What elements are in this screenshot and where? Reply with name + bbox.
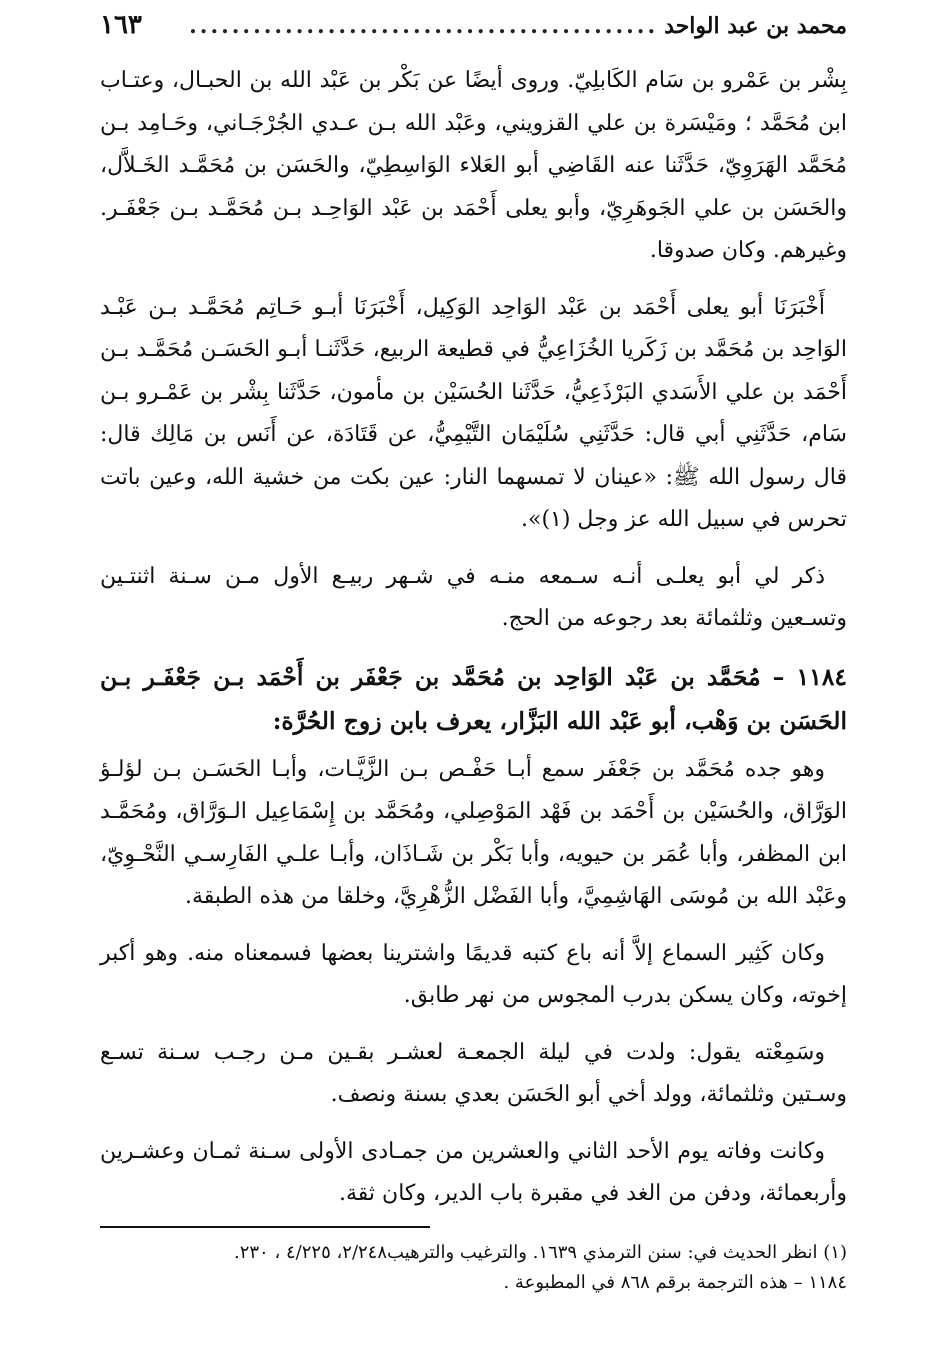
paragraph: أَخْبَرَنَا أبو يعلى أَحْمَد بن عَبْد الوَاحِد الوَكِيل، أَخْبَرَنَا أبـو حَـاتِم مُحَمَّـد بـن عَبْـد الوَاحِد بن مُحَمَّد بن زَكَريا الخُزَاعِيُّ في قطيعة الربيع، حَدَّثَنـا أبـو الحَسَـن مُحَمَّـد بـن أَحْمَد بن علي الأَسَدي البَرْذَعِيُّ، حَدَّثَنا الحُسَيْن بن مأمون، حَدَّثَنا بِشْر بن عَمْـرو بـن سَام، حَدَّثَنِي أبي قال: حَدَّثَنِي سُلَيْمَان التَّيْمِيُّ، عن قَتَادَة، عن أَنَس بن مَالِك قال: قال رسول الله ﷺ: «عينان لا تمسهما النار: عين بكت من خشية الله، وعين باتت تحرس في سبيل الله عز وجل (١)».: [100, 294, 847, 532]
footnote-divider: [100, 1226, 430, 1228]
footnote-divider-wrap: [100, 1226, 847, 1228]
paragraph: وهو جده مُحَمَّد بن جَعْفَر سمع أبـا حَفْـص بـن الزَّيَّـات، وأبـا الحَسَـن بـن لؤلـؤ الوَرَّاق، والحُسَيْن بن أَحْمَد بن فَهْد المَوْصِلي، ومُحَمَّد بن إِسْمَاعِيل الـوَرَّاق، ومُحَمَّـد ابن المظفر، وأبا عُمَر بن حيويه، وأبا بَكْر بن شَـاذَان، وأبـا علـي الفَارِسـي النَّحْـوِيّ، وعَبْد الله بن مُوسَى الهَاشِمِيَّ، وأبا الفَضْل الزُّهْرِيَّ، وخلقا من هذه الطبقة.: [100, 756, 847, 909]
footnote: ١١٨٤ – هذه الترجمة برقم ٨٦٨ في المطبوعة .: [503, 1272, 847, 1293]
paragraph: وكان كَثِير السماع إلاَّ أنه باع كتبه قديمًا واشترينا بعضها فسمعناه منه. وهو أكبر إخوته، وكان يسكن بدرب المجوس من نهر طابق.: [100, 940, 847, 1008]
running-title: محمد بن عبد الواحد: [664, 13, 847, 39]
paragraph: بِشْر بن عَمْرو بن سَام الكَابلِيّ. وروى أيضًا عن بَكْر بن عَبْد الله بن الحبـال، وعتـاب ابن مُحَمَّد ؛ ومَيْسَرة بن علي القزويني، وعَبْد الله بـن عـدي الجُرْجَـاني، وحَـامِد بـن مُحَمَّد الهَرَوِيّ، حَدَّثَنا عنه القَاضِي أبو العَلاء الوَاسِطِيّ، والحَسَن بن مُحَمَّـد الخَـلاَّل، والحَسَن بن علي الجَوهَرِيّ، وأبو يعلى أَحْمَد بن عَبْد الوَاحِـد بـن مُحَمَّـد بـن جَعْفَـر. وغيرهم. وكان صدوقا.: [100, 68, 847, 263]
page-number: ١٦٣: [100, 10, 142, 40]
footnote: (١) انظر الحديث في: سنن الترمذي ١٦٣٩. والترغيب والترهيب٢/٢٤٨، ٤/٢٢٥ ، ٢٣٠.: [233, 1242, 847, 1263]
paragraph: ذكر لي أبو يعلـى أنـه سـمعه منـه في شـهر ربيـع الأول مـن سـنة اثنتـين وتسـعين وثلثمائة بعد رجوعه من الحج.: [100, 563, 847, 631]
entry-heading: ١١٨٤ – مُحَمَّد بن عَبْد الوَاحِد بن مُحَمَّد بن جَعْفَر بن أَحْمَد بـن جَعْفَـر بـن الحَسَن بن وَهْب، أبو عَبْد الله البَزَّار، يعرف بابن زوج الحُرَّة:: [100, 662, 847, 735]
paragraph: وسَمِعْته يقول: ولدت في ليلة الجمعـة لعشـر بقـين مـن رجـب سـنة تسـع وسـتين وثلثمائة، وولد أخي أبو الحَسَن بعدي بسنة ونصف.: [100, 1039, 847, 1107]
paragraph: وكانت وفاته يوم الأحد الثاني والعشرين من جمـادى الأولى سـنة ثمـان وعشـرين وأربعمائة، ودفن من الغد في مقبرة باب الدير، وكان ثقة.: [100, 1138, 847, 1206]
header-leader-dots: ............................................: [189, 13, 659, 39]
page-header: [100, 10, 847, 60]
main-text: [100, 60, 847, 1216]
footnotes: [100, 1238, 847, 1298]
